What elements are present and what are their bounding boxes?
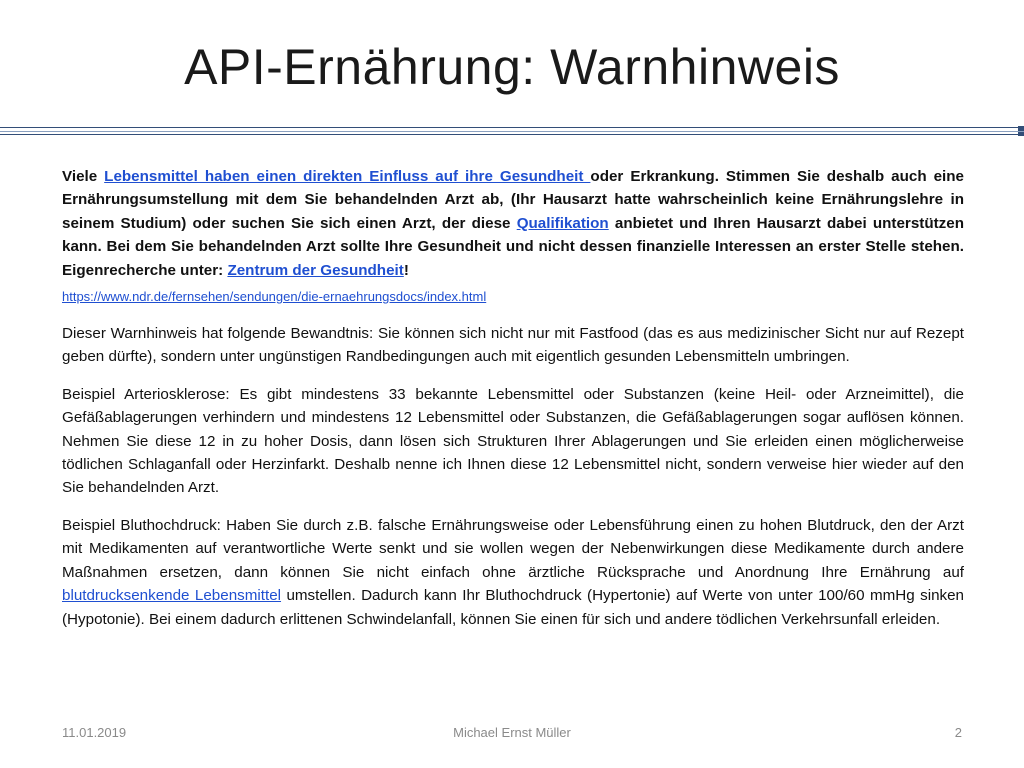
- footer-author: Michael Ernst Müller: [453, 725, 571, 740]
- warning-text-3: anbietet und Ihren Hausarzt dabei unterstützen kann. Bei dem Sie behandelnden Arzt sollte Ihre Gesundheit und nicht dessen finanzielle Interessen an erster Stelle stehen. Eigenrecherche unter:: [62, 214, 964, 279]
- link-zentrum-der-gesundheit[interactable]: Zentrum der Gesundheit: [227, 261, 404, 279]
- warning-paragraph: [62, 165, 964, 282]
- divider-end-cap: [1018, 126, 1024, 136]
- warning-text-1: Viele: [62, 168, 105, 185]
- link-blutdrucksenkende-lebensmittel[interactable]: blutdrucksenkende Lebensmittel: [62, 587, 282, 605]
- title-divider: [0, 127, 1024, 135]
- bluthochdruck-text-1: Beispiel Bluthochdruck: Haben Sie durch z.B. falsche Ernährungsweise oder Lebensführung einen zu hohen Blutdruck, den der Arzt mit Medikamenten auf verantwortliche Werte senkt und sie wollen wegen der Nebenwirkungen diese Medikamente durch andere Maßnahmen ersetzen, dann können Sie nicht einfach ohne ärztliche Rücksprache und Anordnung Ihre Ernährung auf: [62, 516, 964, 581]
- slide-footer: [0, 725, 1024, 745]
- explanation-paragraph: Dieser Warnhinweis hat folgende Bewandtnis: Sie können sich nicht nur mit Fastfood (das es aus medizinischer Sicht nur auf Rezept geben dürfte), sondern unter ungünstigen Randbedingungen auch mit eigentlich gesunden Lebensmitteln umbringen.: [62, 325, 964, 366]
- arteriosklerose-paragraph: Beispiel Arteriosklerose: Es gibt mindestens 33 bekannte Lebensmittel oder Substanzen (keine Heil- oder Arzneimittel), die Gefäßablagerungen verhindern und mindestens 12 Lebensmittel oder Substanzen, die Gefäßablagerungen sogar auflösen können. Nehmen Sie diese 12 in zu hoher Dosis, dann lösen sich Strukturen Ihrer Ablagerungen und Sie erleiden einen möglicherweise tödlichen Schlaganfall oder Herzinfarkt. Deshalb nenne ich Ihnen diese 12 Lebensmittel nicht, sondern verweise hier wieder auf den Sie behandelnden Arzt.: [62, 385, 964, 497]
- link-ndr-ernaehrungsdocs[interactable]: https://www.ndr.de/fernsehen/sendungen/die-ernaehrungsdocs/index.html: [62, 289, 487, 305]
- link-qualifikation[interactable]: Qualifikation: [516, 214, 609, 232]
- link-lebensmittel-einfluss[interactable]: Lebensmittel haben einen direkten Einfluss auf ihre Gesundheit: [104, 168, 591, 185]
- slide-title: API-Ernährung: Warnhinweis: [184, 39, 840, 95]
- footer-page-number: 2: [954, 725, 962, 740]
- slide-body: [62, 165, 964, 645]
- warning-text-2: oder Erkrankung. Stimmen Sie deshalb auch eine Ernährungsumstellung mit dem Sie behandelnden Arzt ab, (Ihr Hausarzt hatte wahrscheinlich keine Ernährungslehre in seinem Studium) oder suchen Sie sich einen Arzt, der diese: [62, 168, 964, 232]
- footer-date: 11.01.2019: [62, 725, 127, 740]
- bluthochdruck-paragraph: [62, 514, 964, 631]
- warning-text-4: !: [403, 261, 409, 279]
- bluthochdruck-text-2: umstellen. Dadurch kann Ihr Bluthochdruck (Hypertonie) auf Werte von unter 100/60 mmHg sinken (Hypotonie). Bei einem dadurch erlittenen Schwindelanfall, können Sie einen für sich und andere tödlichen Verkehrsunfall erleiden.: [62, 587, 964, 628]
- ndr-url-line: [62, 288, 964, 306]
